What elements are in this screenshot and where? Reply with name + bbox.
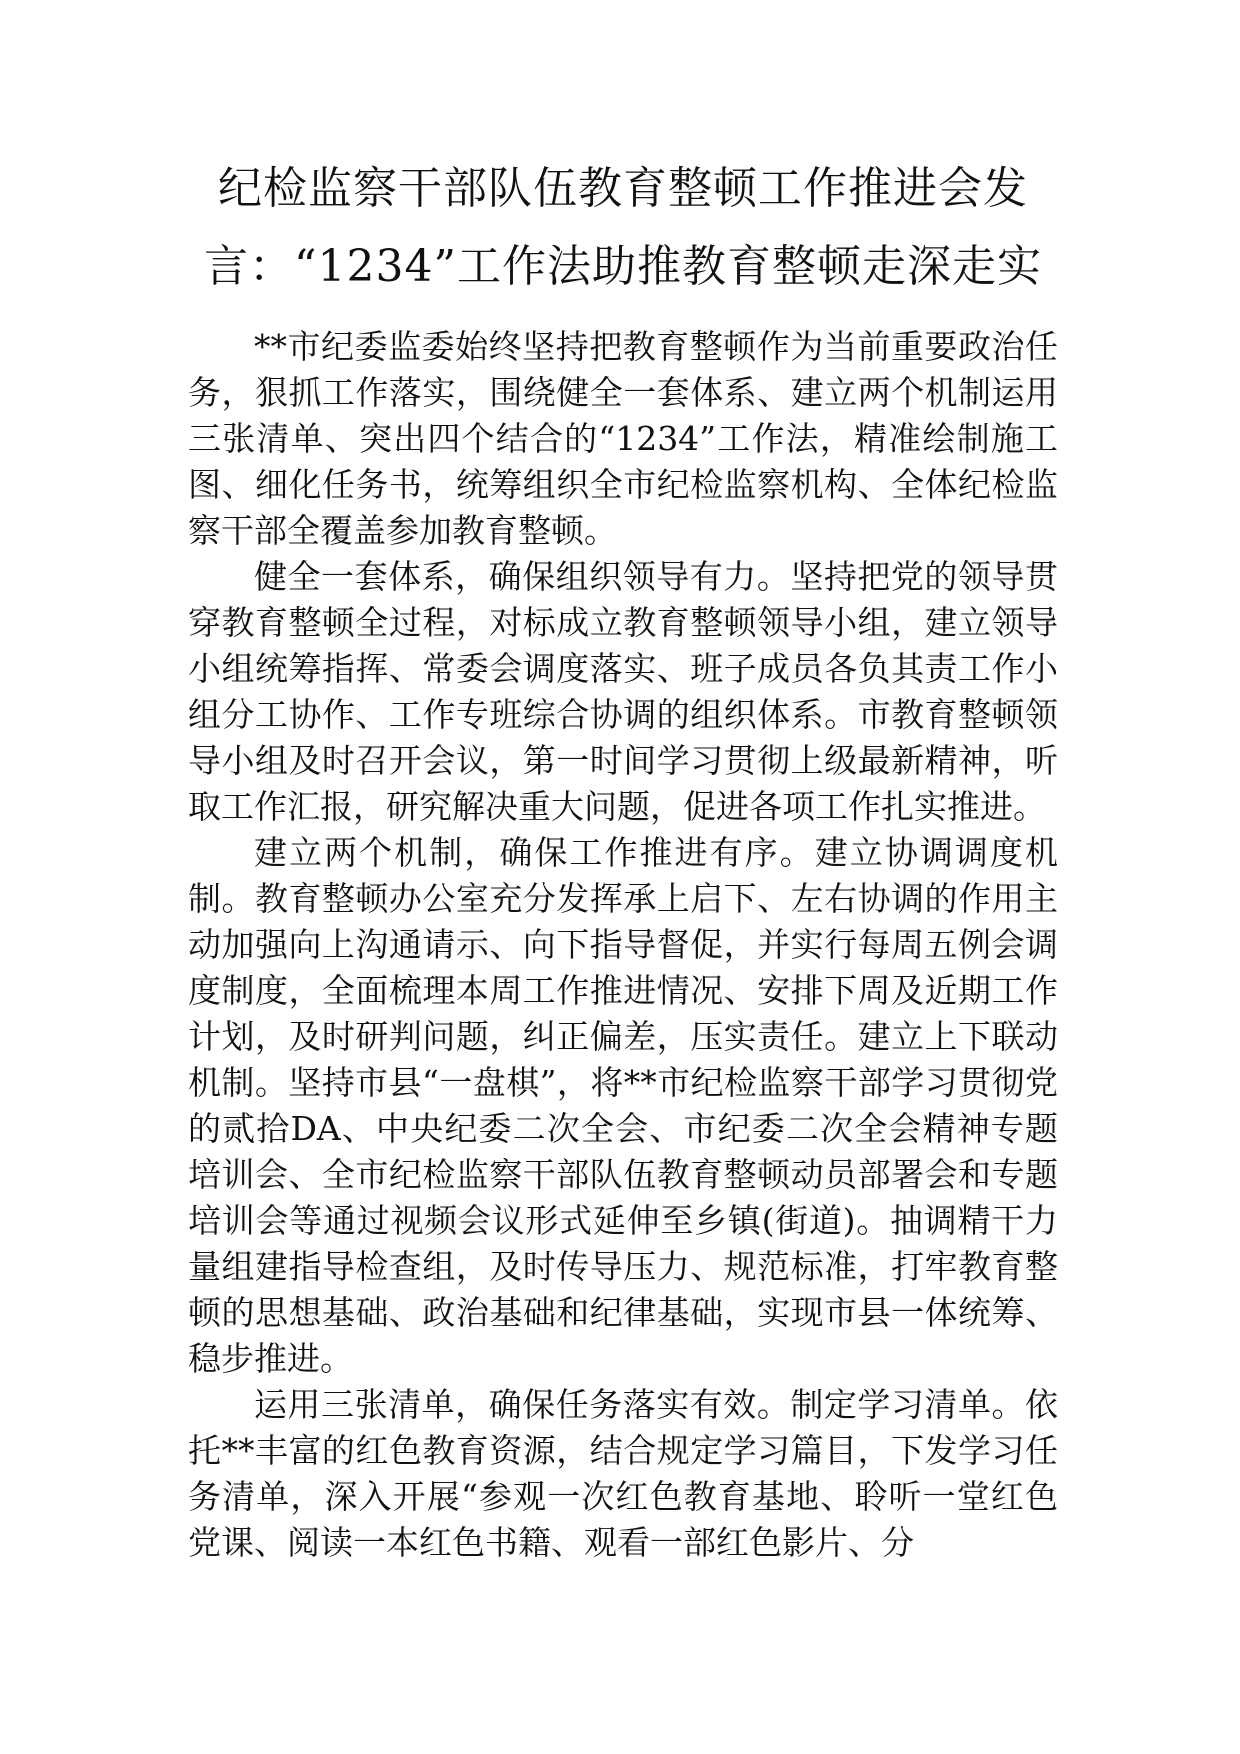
paragraph-three-lists: 运用三张清单，确保任务落实有效。制定学习清单。依托**丰富的红色教育资源，结合规定学习篇目，下发学习任务清单，深入开展“参观一次红色教育基地、聆听一堂红色党课、阅读一本红色书籍、观看一部红色影片、分 — [188, 1385, 1058, 1562]
paragraph-two-mechanisms: 建立两个机制，确保工作推进有序。建立协调调度机制。教育整顿办公室充分发挥承上启下、左右协调的作用主动加强向上沟通请示、向下指导督促，并实行每周五例会调度制度，全面梳理本周工作推进情况、安排下周及近期工作计划，及时研判问题，纠正偏差，压实责任。建立上下联动机制。坚持市县“一盘棋”，将**市纪检监察干部学习贯彻党的贰拾DA、中央纪委二次全会、市纪委二次全会精神专题培训会、全市纪检监察干部队伍教育整顿动员部署会和专题培训会等通过视频会议形式延伸至乡镇(街道)。抽调精干力量组建指导检查组，及时传导压力、规范标准，打牢教育整顿的思想基础、政治基础和纪律基础，实现市县一体统筹、稳步推进。 — [188, 833, 1058, 1378]
document-title — [188, 150, 1058, 306]
document-title-line-1: 纪检监察干部队伍教育整顿工作推进会发 — [218, 163, 1028, 214]
document-page — [188, 150, 1058, 1566]
paragraph-organization-system: 健全一套体系，确保组织领导有力。坚持把党的领导贯穿教育整顿全过程，对标成立教育整顿领导小组，建立领导小组统筹指挥、常委会调度落实、班子成员各负其责工作小组分工协作、工作专班综合协调的组织体系。市教育整顿领导小组及时召开会议，第一时间学习贯彻上级最新精神，听取工作汇报，研究解决重大问题，促进各项工作扎实推进。 — [188, 557, 1058, 826]
paragraph-intro: **市纪委监委始终坚持把教育整顿作为当前重要政治任务，狠抓工作落实，围绕健全一套体系、建立两个机制运用三张清单、突出四个结合的“1234”工作法，精准绘制施工图、细化任务书，统筹组织全市纪检监察机构、全体纪检监察干部全覆盖参加教育整顿。 — [188, 327, 1058, 550]
document-title-line-2: 言：“1234”工作法助推教育整顿走深走实 — [204, 241, 1042, 292]
